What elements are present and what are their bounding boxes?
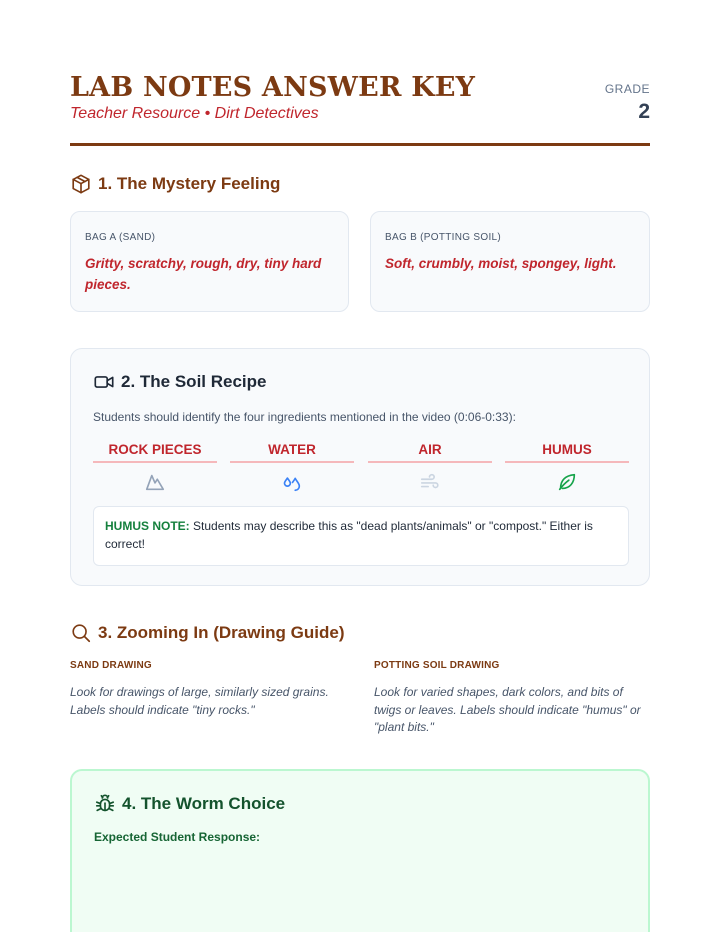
humus-note-text: Students may describe this as "dead plants/animals" or "compost." Either is correct! [105,519,593,551]
ingredient-air [368,441,492,493]
mountain-icon [144,471,166,493]
section-1-heading [70,173,280,195]
ingredient-name: WATER [230,441,354,463]
potting-soil-drawing-guide [374,660,649,737]
ingredient-name: AIR [368,441,492,463]
ingredient-humus [505,441,629,493]
sand-drawing-guide [70,660,345,719]
page-title: LAB NOTES ANSWER KEY [70,72,476,103]
section-4-title: 4. The Worm Choice [122,794,286,813]
section-3-title: 3. Zooming In (Drawing Guide) [98,623,345,642]
potting-soil-drawing-label: POTTING SOIL DRAWING [374,660,500,671]
page-subtitle: Teacher Resource • Dirt Detectives [70,105,319,122]
wind-icon [419,471,441,493]
bag-a-answer: Gritty, scratchy, rough, dry, tiny hard pieces. [85,256,322,292]
ingredient-rock-pieces [93,441,217,493]
ingredient-water [230,441,354,493]
ingredient-name: ROCK PIECES [93,441,217,463]
ingredient-name: HUMUS [505,441,629,463]
section-3-heading [70,622,345,644]
box-icon [70,173,92,195]
bag-a-card [70,211,349,312]
section-2-heading [93,371,267,393]
sand-drawing-label: SAND DRAWING [70,660,152,671]
section-4-heading [94,793,285,815]
bag-b-answer: Soft, crumbly, moist, spongey, light. [385,256,617,271]
section-1-title: 1. The Mystery Feeling [98,174,281,193]
section-2-title: 2. The Soil Recipe [121,372,267,391]
video-camera-icon [93,371,115,393]
recipe-description: Students should identify the four ingredients mentioned in the video (0:06-0:33): [93,410,516,424]
bag-a-label: BAG A (SAND) [85,232,156,243]
soil-recipe-card [70,348,650,586]
sand-drawing-text: Look for drawings of large, similarly sized grains. Labels should indicate "tiny rocks." [70,685,329,717]
humus-note [93,506,629,566]
bag-b-label: BAG B (POTTING SOIL) [385,232,502,243]
humus-note-label: HUMUS NOTE: [105,519,190,533]
worm-choice-card [70,769,650,932]
leaf-icon [556,471,578,493]
magnifier-icon [70,622,92,644]
droplets-icon [281,471,303,493]
grade-value: 2 [638,100,650,123]
potting-soil-drawing-text: Look for varied shapes, dark colors, and bits of twigs or leaves. Labels should indicate "humus" or "plant bits." [374,685,641,734]
page-header [70,70,650,146]
expected-response-label: Expected Student Response: [94,830,261,844]
bug-icon [94,793,116,815]
grade-label: GRADE [604,82,650,96]
bag-b-card [370,211,650,312]
